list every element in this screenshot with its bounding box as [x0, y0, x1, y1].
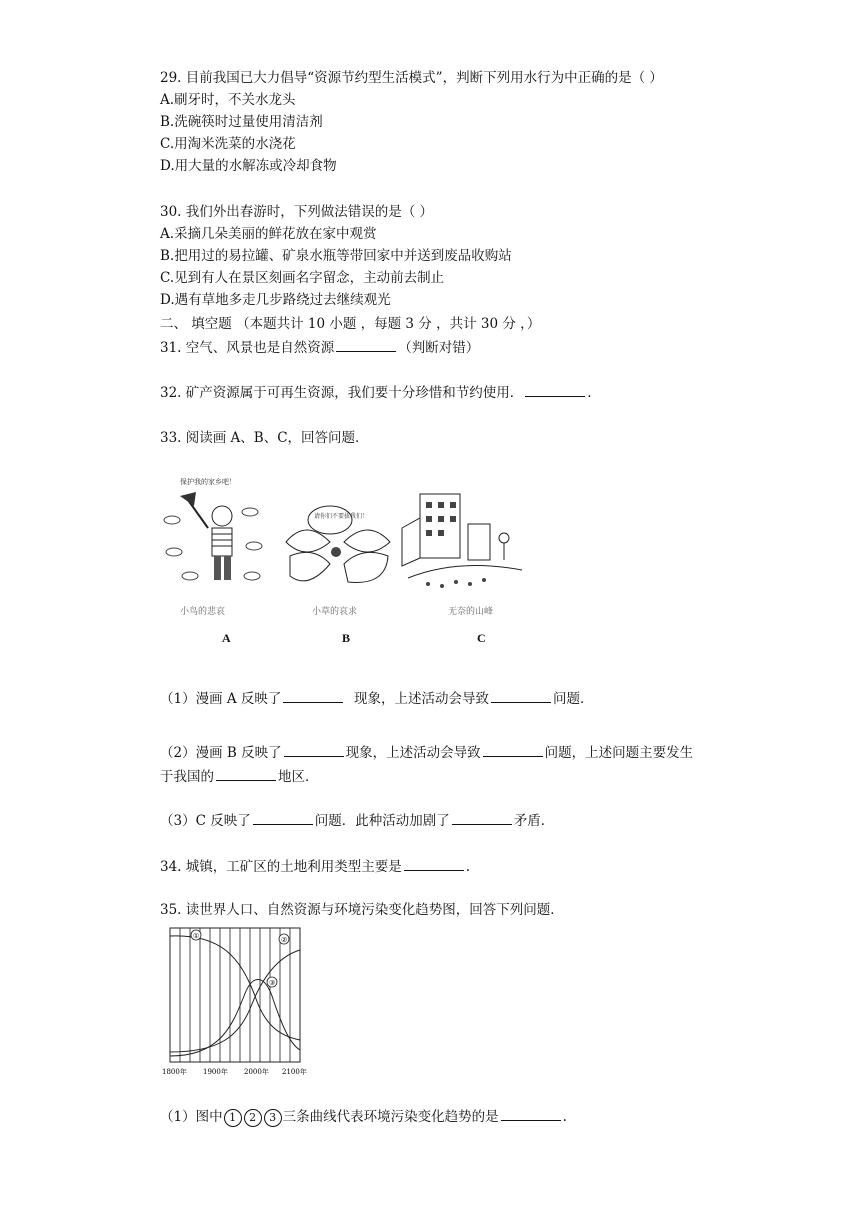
x-tick-label: 1900年: [203, 1068, 228, 1076]
cartoon-c-image: [398, 488, 526, 600]
chart-grid: [180, 928, 290, 1062]
q30-option-d: D.遇有草地多走几步路绕过去继续观光: [160, 292, 391, 308]
q30-option-c: C.见到有人在景区刻画名字留念，主动前去制止: [160, 270, 445, 286]
cartoon-a-label: A: [222, 631, 231, 645]
q33-p2-text: 现象，上述活动会导致: [345, 745, 481, 761]
series-label: ②: [281, 936, 288, 944]
q34-text: 34. 城镇，工矿区的土地利用类型主要是: [160, 859, 402, 875]
q32-text: 32. 矿产资源属于可再生资源，我们要十分珍惜和节约使用．: [160, 385, 524, 401]
q35-tail: .: [562, 1109, 567, 1125]
cartoon-b-caption: 小草的哀求: [312, 607, 358, 617]
answer-blank[interactable]: [483, 742, 543, 757]
cartoon-a-caption: 小鸟的悲哀: [180, 607, 226, 617]
answer-blank[interactable]: [501, 1106, 561, 1121]
answer-blank[interactable]: [284, 742, 344, 757]
q33-stem: 33. 阅读画 A、B、C，回答问题．: [160, 430, 369, 446]
q29-option-a: A.刷牙时，不关水龙头: [160, 92, 296, 108]
series-label: ③: [269, 979, 276, 987]
q34: [160, 856, 470, 877]
q32: [160, 382, 592, 403]
q33-part2-line2: [160, 766, 319, 787]
series-line: [170, 950, 300, 1052]
q33-p2-text: （2）漫画 B 反映了: [160, 745, 282, 761]
q33-p3-text: 问题．此种活动加剧了: [314, 813, 450, 829]
q33-p3-text: 矛盾．: [513, 813, 555, 829]
cartoon-c-label: C: [477, 631, 486, 645]
x-tick-label: 2000年: [244, 1068, 269, 1076]
series-line: [170, 980, 300, 1057]
answer-blank[interactable]: [404, 856, 464, 871]
q33-p2-text: 问题，上述问题主要发生: [544, 745, 694, 761]
q33-p1-text: （1）漫画 A 反映了: [160, 691, 282, 707]
q29-stem: 29. 目前我国已大力倡导“资源节约型生活模式”，判断下列用水行为中正确的是（ ）: [160, 70, 663, 86]
trend-chart: [160, 926, 308, 1078]
q33-part3: [160, 810, 554, 831]
q33-part2-line1: [160, 742, 693, 763]
q33-p2-text: 地区．: [278, 769, 319, 785]
q33-p1-text: 问题．: [553, 691, 594, 707]
q33-p1-text: 现象，上述活动会导致: [354, 691, 490, 707]
q30-option-b: B.把用过的易拉罐、矿泉水瓶等带回家中并送到废品收购站: [160, 248, 512, 264]
answer-blank[interactable]: [253, 810, 313, 825]
q33-p2-text: 于我国的: [160, 769, 214, 785]
series-label: ①: [193, 932, 200, 940]
q30-stem: 30. 我们外出春游时，下列做法错误的是（ ）: [160, 204, 434, 220]
cartoon-b-label: B: [342, 631, 351, 645]
cartoon-b-bubble: 请你们不要拔我们！: [314, 513, 369, 520]
section-heading: 二、 填空题 （本题共计 10 小题 ，每题 3 分 ，共计 30 分 ，）: [160, 316, 541, 332]
chart-frame: [170, 928, 300, 1062]
q29-option-b: B.洗碗筷时过量使用清洁剂: [160, 114, 323, 130]
answer-blank[interactable]: [525, 382, 585, 397]
q33-p3-text: （3）C 反映了: [160, 813, 251, 829]
q31: [160, 337, 479, 358]
q31-text: 31. 空气、风景也是自然资源: [160, 340, 335, 356]
q32-tail: .: [587, 385, 592, 401]
cartoon-a-sign: 保护我的家乡吧！: [180, 478, 236, 486]
series-line: [170, 936, 300, 1040]
q35-stem: 35. 读世界人口、自然资源与环境污染变化趋势图，回答下列问题．: [160, 902, 564, 918]
q35-p1-text: 三条曲线代表环境污染变化趋势的是: [282, 1109, 499, 1125]
cartoon-b-image: [278, 490, 396, 600]
answer-blank[interactable]: [452, 810, 512, 825]
q31-tail: （判断对错）: [398, 340, 480, 356]
series-1-marker: 1: [224, 1109, 242, 1127]
x-tick-label: 1800年: [162, 1068, 187, 1076]
q35-p1-text: （1）图中: [160, 1109, 223, 1125]
q34-tail: .: [465, 859, 471, 875]
cartoon-c-caption: 无奈的山峰: [448, 607, 494, 617]
cartoon-a-image: [160, 472, 272, 592]
answer-blank[interactable]: [491, 688, 551, 703]
answer-blank[interactable]: [336, 337, 396, 352]
q29-option-c: C.用淘米洗菜的水浇花: [160, 136, 296, 152]
answer-blank[interactable]: [283, 688, 343, 703]
x-tick-label: 2100年: [282, 1068, 307, 1076]
q35-part1: [160, 1106, 567, 1127]
answer-blank[interactable]: [216, 766, 276, 781]
series-3-marker: 3: [264, 1109, 282, 1127]
q29-option-d: D.用大量的水解冻或冷却食物: [160, 158, 337, 174]
series-2-marker: 2: [244, 1109, 262, 1127]
q30-option-a: A.采摘几朵美丽的鲜花放在家中观赏: [160, 226, 377, 242]
q33-part1: [160, 688, 594, 709]
